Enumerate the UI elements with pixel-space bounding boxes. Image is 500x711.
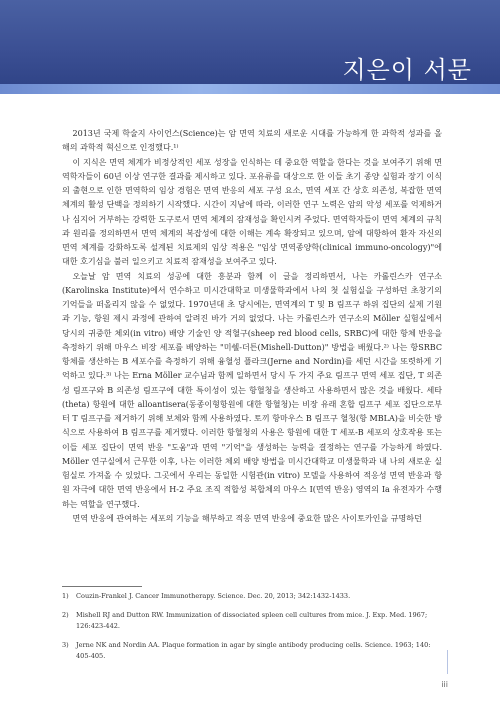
footnotes [62, 591, 442, 670]
page-number-rule [447, 650, 448, 674]
footnote-text: Jerne NK and Nordin AA. Plaque formation in agar by single antibody producing cells. Science. 1963; 140: 405-405. [76, 640, 431, 661]
footnote [62, 591, 442, 603]
footnote-number: 3) [62, 640, 69, 649]
page-title: 지은이 서문 [342, 56, 472, 85]
paragraph: 면역 반응에 관여하는 세포의 기능을 해부하고 적응 면역 반응에 중요한 많은 사이토카인을 규명하던 [72, 513, 422, 523]
footnote-number: 1) [62, 592, 69, 600]
footnote-divider [62, 586, 142, 587]
chapter-header-banner [0, 0, 500, 94]
page-number: iii [441, 680, 448, 689]
footnote [62, 640, 442, 663]
footnote-text: Couzin-Frankel J. Cancer Immunotherapy. Science. Dec. 20, 2013; 342:1432-1433. [76, 592, 351, 600]
header-accent-band [0, 84, 500, 94]
body-text [62, 127, 442, 526]
footnote-text: Mishell RJ and Dutton RW. Immunization of dissociated spleen cell cultures from mice. J. Exp. Med. 1967; 126:423-442. [76, 610, 428, 631]
paragraph: 2013년 국제 학술지 사이언스(Science)는 암 면역 치료의 새로운 시대를 가능하게 한 과학적 성과를 올해의 과학적 혁신으로 인정했다.¹⁾ [62, 129, 442, 153]
footnote [62, 610, 442, 633]
paragraph: 오늘날 암 면역 치료의 성공에 대한 흥분과 함께 이 글을 정리하면서, 나는 카롤린스카 연구소(Karolinska Institute)에서 연수하고 미시간대학교 미생물학과에서 나의 첫 실험실을 구성하던 초창기의 기억들을 떠올리지 않을 수 없었다. 1970년대 초 당시에는, 면역계의 T 및 B 림프구 하위 집단의 실제 기원과 기능, 항원 제시 과정에 관하여 알려진 바가 거의 없었다. 나는 카롤린스카 연구소의 Möller 실험실에서 당시의 귀중한 체외(in vitro) 배양 기술인 양 적혈구(sheep red blood cells, SRBC)에 대한 항체 반응을 측정하기 위해 마우스 비장 세포를 배양하는 "미쉘-더튼(Mishell-Dutton)" 방법을 배웠다.²⁾ 나는 항SRBC 항체를 생산하는 B 세포수를 측정하기 위해 융혈성 플라크(Jerne and Nordin)를 세던 시간을 또렷하게 기억하고 있다.³⁾ 나는 Erna Möller 교수님과 함께 일하면서 당시 두 가지 주요 림프구 면역 세포 집단, T 의존성 림프구와 B 의존성 림프구에 대한 특이성이 있는 항혈청을 생산하고 사용하면서 많은 것을 배웠다. 세타(theta) 항원에 대한 alloantisera(동종이형항원에 대한 항혈청)는 비장 유래 혼합 림프구 세포 집단으로부터 T 림프구를 제거하기 위해 보체와 함께 사용하였다. 토끼 항마우스 B 림프구 혈청(항 MBLA)을 비슷한 방식으로 사용하여 B 림프구를 제거했다. 이러한 항혈청의 사용은 항원에 대한 T 세포-B 세포의 상호작용 또는 이들 세포 집단이 면역 반응 "도움"과 면역 "기억"을 생성하는 능력을 결정하는 연구를 가능하게 하였다. Möller 연구실에서 근무한 이후, 나는 이러한 체외 배양 방법을 미시간대학교 미생물학과 내 나의 새로운 실험실로 가져올 수 있었다. 그곳에서 우리는 동일한 시험관(in vitro) 모델을 사용하여 적응성 면역 반응과 항원 자극에 대한 면역 반응에서 H-2 주요 조직 적합성 복합체의 마우스 I(면역 반응) 영역의 Ia 유전자가 수행하는 역할을 연구했다. [62, 271, 442, 509]
paragraph: 이 지식은 면역 체계가 비정상적인 세포 성장을 인식하는 데 중요한 역할을 한다는 것을 보여주기 위해 면역학자들이 60년 이상 연구한 결과를 제시하고 있다. 포유류를 대상으로 한 이들 초기 종양 실험과 장기 이식의 출현으로 인한 면역학의 임상 경험은 면역 반응의 세포 구성 요소, 면역 세포 간 상호 의존성, 복잡한 면역 체계의 활성 단백을 정의하기 시작했다. 시간이 지남에 따라, 이러한 연구 노력은 암의 악성 세포를 억제하거나 심지어 거부하는 강력한 도구로서 면역 체계의 잠재성을 확인시켜 주었다. 면역학자들이 면역 체계의 규칙과 원리를 정의하면서 면역 체계의 복잡성에 대한 이해는 계속 확장되고 있으며, 암에 대항하여 환자 자신의 면역 체계를 강화하도록 설계된 치료제의 임상 적용은 "임상 면역종양학(clinical immuno-oncology)"에 대한 호기심을 불러 일으키고 치료적 잠재성을 보여주고 있다. [62, 157, 442, 267]
footnote-number: 2) [62, 610, 69, 619]
